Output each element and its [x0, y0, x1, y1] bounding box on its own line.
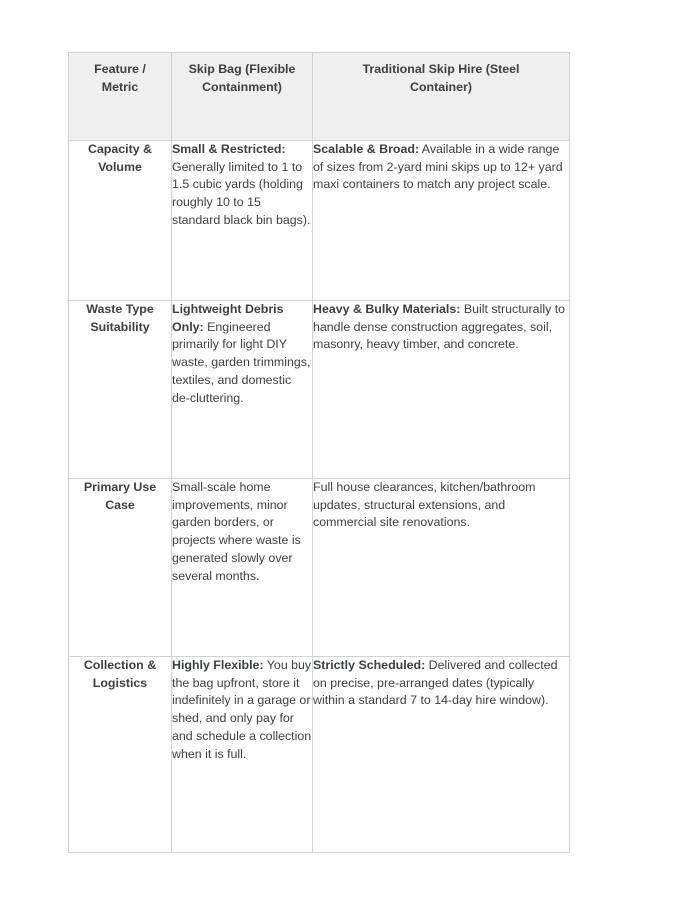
- cell-body-text: You buy the bag upfront, store it indefinitely in a garage or shed, and only pay for and schedule a collection when it is full.: [172, 658, 312, 761]
- cell-lead-text: Scalable & Broad:: [313, 142, 420, 156]
- skip-bag-cell: [172, 479, 313, 657]
- table-row: [69, 301, 570, 479]
- row-metric-label: Primary Use Case: [69, 479, 172, 657]
- cell-lead-text: Heavy & Bulky Materials:: [313, 302, 461, 316]
- header-row: [69, 53, 570, 141]
- skip-hire-cell: [313, 141, 570, 301]
- cell-body-text: Small-scale home improvements, minor garden borders, or projects where waste is generated slowly over several months.: [172, 480, 301, 583]
- skip-bag-cell: [172, 657, 313, 853]
- row-metric-label: Capacity & Volume: [69, 141, 172, 301]
- cell-lead-text: Strictly Scheduled:: [313, 658, 426, 672]
- skip-hire-cell: [313, 301, 570, 479]
- skip-hire-cell: [313, 657, 570, 853]
- cell-lead-text: Small & Restricted:: [172, 142, 286, 156]
- cell-body-text: Built structurally to handle dense construction aggregates, soil, masonry, heavy timber, and concrete.: [313, 302, 566, 352]
- cell-body-text: Delivered and collected on precise, pre-arranged dates (typically within a standard 7 to 14-day hire window).: [313, 658, 558, 708]
- table-row: [69, 479, 570, 657]
- table-row: [69, 657, 570, 853]
- cell-body-text: Full house clearances, kitchen/bathroom updates, structural extensions, and commercial site renovations.: [313, 480, 536, 530]
- skip-bag-cell: [172, 141, 313, 301]
- cell-body-text: Generally limited to 1 to 1.5 cubic yards (holding roughly 10 to 15 standard black bin bags).: [172, 159, 311, 227]
- header-traditional-skip-hire: Traditional Skip Hire (Steel Container): [313, 53, 570, 141]
- skip-bag-cell: [172, 301, 313, 479]
- row-metric-label: Collection & Logistics: [69, 657, 172, 853]
- cell-lead-text: Lightweight Debris Only:: [172, 302, 284, 334]
- cell-body-text: Available in a wide range of sizes from 2-yard mini skips up to 12+ yard maxi containers to match any project scale.: [313, 142, 563, 192]
- row-metric-label: Waste Type Suitability: [69, 301, 172, 479]
- header-feature-metric: Feature / Metric: [69, 53, 172, 141]
- header-skip-bag: Skip Bag (Flexible Containment): [172, 53, 313, 141]
- comparison-table: [68, 52, 570, 853]
- cell-body-text: Engineered primarily for light DIY waste, garden trimmings, textiles, and domestic de-cluttering.: [172, 319, 311, 405]
- skip-hire-cell: [313, 479, 570, 657]
- table-row: [69, 141, 570, 301]
- cell-lead-text: Highly Flexible:: [172, 658, 264, 672]
